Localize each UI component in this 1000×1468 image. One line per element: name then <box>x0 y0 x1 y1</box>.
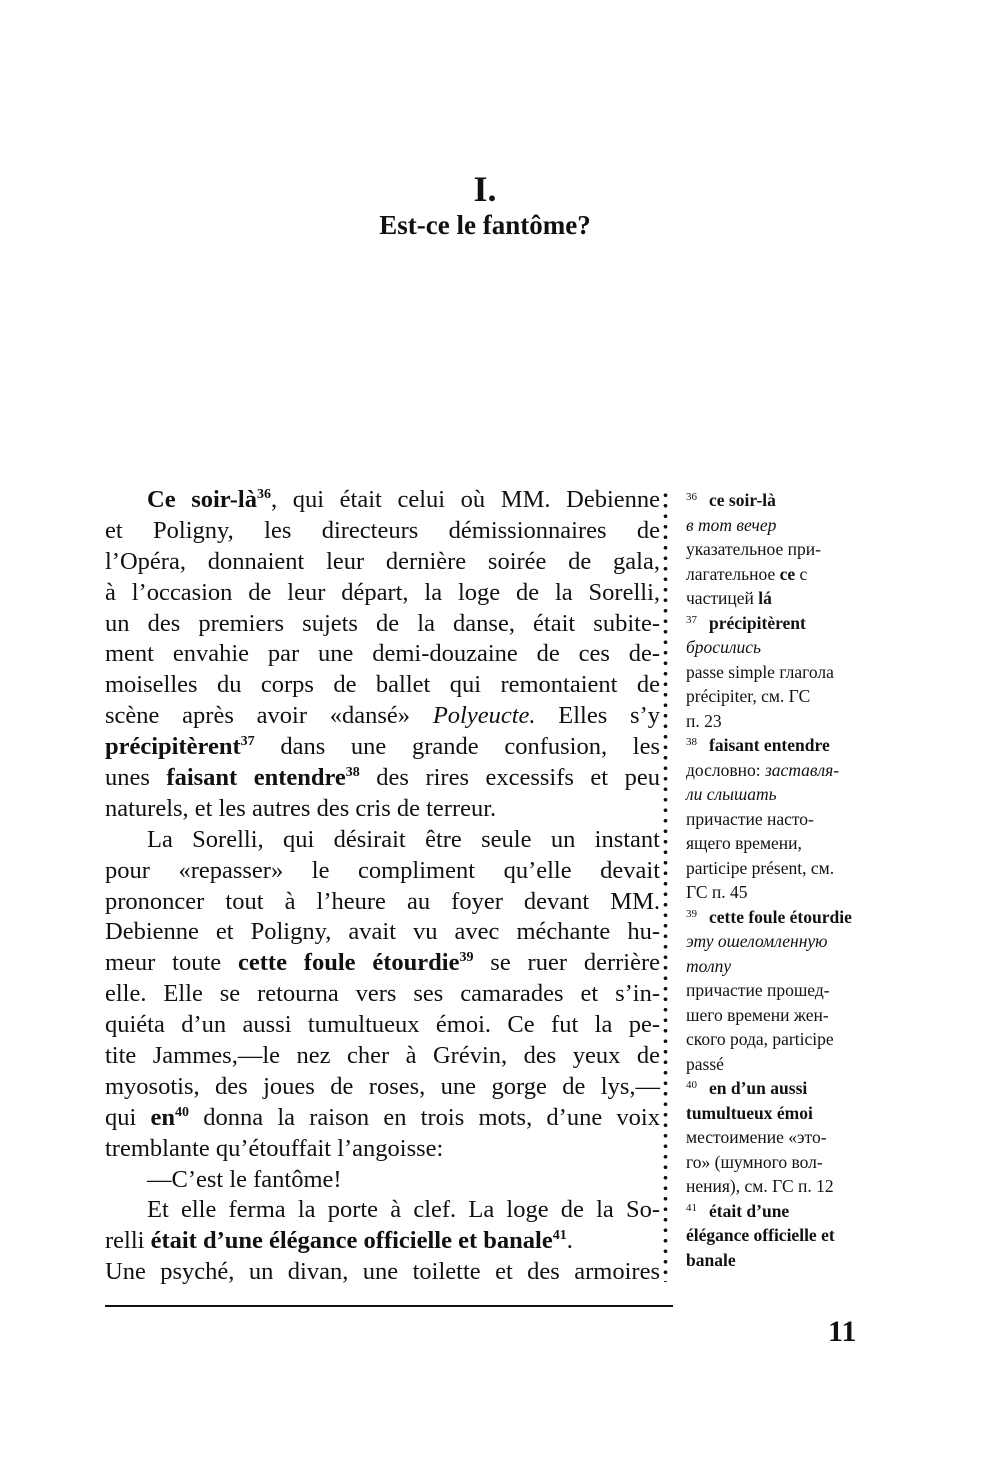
page-number: 11 <box>828 1315 857 1348</box>
note-line <box>686 831 876 856</box>
text-line <box>105 856 660 887</box>
note-number: 37 <box>686 613 697 626</box>
text-span: tite Jammes,—le nez cher à Grévin, des yeux de <box>105 1042 660 1070</box>
note-text: en d’un aussi <box>709 1078 808 1098</box>
text-span: donna la raison en trois mots, d’une voix <box>189 1103 660 1131</box>
text-span: quiéta d’un aussi tumultueux émoi. Ce fut la pe- <box>105 1011 660 1039</box>
note-text: ящего времени, <box>686 833 802 853</box>
text-span: ment envahie par une demi-douzaine de ces de- <box>105 640 660 668</box>
text-span: Une psyché, un divan, une toilette et des armoires <box>105 1258 660 1286</box>
text-span: à l’occasion de leur départ, la loge de la Sorelli, <box>105 578 660 606</box>
note-text: passe simple глагола <box>686 661 834 682</box>
note-line <box>686 1125 876 1150</box>
text-line <box>105 1072 660 1103</box>
text-line <box>105 670 660 701</box>
text-line <box>105 1165 660 1196</box>
note-line <box>686 513 876 538</box>
text-span: un des premiers sujets de la danse, était subite- <box>105 609 660 637</box>
text-span: Et elle ferma la porte à clef. La loge de la So- <box>147 1196 660 1224</box>
text-span: Polyeucte. <box>432 702 536 730</box>
glossed-term: Ce soir-là <box>147 486 257 513</box>
text-span: naturels, et les autres des cris de terreur. <box>105 794 497 822</box>
note-line <box>686 880 876 905</box>
note-line <box>686 905 876 930</box>
text-span: pour «repasser» le compliment qu’elle devait <box>105 856 660 884</box>
text-line <box>105 1103 660 1134</box>
chapter-title: Est-ce le fantôme? <box>379 210 591 240</box>
text-line <box>105 1226 660 1257</box>
note-text: ГС п. 45 <box>686 882 748 902</box>
note-text: cette foule étourdie <box>709 906 852 927</box>
note-line <box>686 488 876 513</box>
note-text: ce <box>779 563 796 584</box>
note-text: частицей <box>686 588 759 608</box>
text-line <box>105 825 660 856</box>
glossed-term: précipitèrent <box>105 733 241 761</box>
text-line <box>105 887 660 918</box>
note-line <box>686 782 876 807</box>
note-line <box>686 807 876 832</box>
text-line <box>105 609 660 640</box>
text-span: dans une grande confusion, les <box>254 733 660 761</box>
text-span: La Sorelli, qui désirait être seule un instant <box>147 825 660 853</box>
glossed-term: faisant entendre <box>166 764 346 792</box>
text-line <box>105 1134 660 1165</box>
note-number: 40 <box>686 1079 697 1091</box>
text-line <box>105 547 660 578</box>
text-line <box>105 1010 660 1041</box>
text-span: relli <box>105 1227 151 1255</box>
note-text: п. 23 <box>686 710 722 731</box>
note-line <box>686 929 876 954</box>
note-line <box>686 1199 876 1224</box>
note-text: participe présent, см. <box>686 857 835 878</box>
note-text: tumultueux émoi <box>686 1102 813 1123</box>
footnote-ref: 39 <box>459 950 474 966</box>
text-line <box>105 1195 660 1226</box>
note-line <box>686 978 876 1003</box>
text-span: moiselles du corps de ballet qui remontaient de <box>105 671 660 699</box>
note-text: заставля- <box>764 759 840 780</box>
note-text: lá <box>758 588 772 608</box>
note-text: бросились <box>686 637 761 657</box>
note-text: эту ошеломленную <box>686 931 828 951</box>
note-text: причастие насто- <box>686 808 814 829</box>
note-text: précipitèrent <box>709 612 806 633</box>
note-line <box>686 586 876 611</box>
note-line <box>686 758 876 783</box>
note-line <box>686 1027 876 1052</box>
text-span: meur toute <box>105 949 239 977</box>
text-span: Debienne et Poligny, avait vu avec méchante hu- <box>105 918 660 946</box>
note-text: шего времени жен- <box>686 1004 829 1025</box>
text-span: scène après avoir «dansé» <box>105 702 433 730</box>
note-line <box>686 1101 876 1126</box>
text-line <box>105 1257 660 1288</box>
footnote-ref: 41 <box>552 1228 567 1244</box>
note-number: 39 <box>686 907 697 920</box>
note-text: причастие прошед- <box>686 980 830 1000</box>
glossed-term: cette foule étourdie <box>238 949 460 977</box>
note-line <box>686 1003 876 1028</box>
note-line <box>686 1174 876 1199</box>
note-text: указательное при- <box>686 539 821 559</box>
text-line <box>105 578 660 609</box>
text-span: tremblante qu’étouffait l’angoisse: <box>105 1134 444 1162</box>
note-number: 36 <box>686 491 697 503</box>
note-text: banale <box>686 1249 736 1270</box>
text-span: des rires excessifs et peu <box>359 764 660 792</box>
note-text: élégance officielle et <box>686 1225 835 1245</box>
note-line <box>686 1052 876 1077</box>
text-span: et Poligny, les directeurs démissionnaires de <box>105 516 660 544</box>
note-text: ce soir-là <box>709 490 776 510</box>
text-span: Elles s’y <box>535 702 660 730</box>
note-line <box>686 954 876 979</box>
text-line <box>105 701 660 732</box>
text-line <box>105 979 660 1010</box>
note-line <box>686 856 876 881</box>
note-text: в тот вечер <box>686 514 777 535</box>
note-text: го» (шумного вол- <box>686 1151 823 1172</box>
note-line <box>686 1150 876 1175</box>
note-line <box>686 660 876 685</box>
dotted-divider <box>663 490 668 1282</box>
note-text: faisant entendre <box>709 735 830 755</box>
note-line <box>686 1223 876 1248</box>
text-span: l’Opéra, donnaient leur dernière soirée de gala, <box>105 547 660 575</box>
note-line <box>686 733 876 758</box>
text-span: —C’est le fantôme! <box>147 1165 342 1193</box>
note-text: толпу <box>686 955 732 976</box>
note-text: ли слышать <box>686 784 777 804</box>
footnote-ref: 38 <box>345 765 360 781</box>
note-number: 38 <box>686 736 697 748</box>
note-number: 41 <box>686 1201 697 1214</box>
note-line <box>686 611 876 636</box>
text-line <box>105 1041 660 1072</box>
note-line <box>686 562 876 587</box>
note-text: нения), см. ГС п. 12 <box>686 1176 834 1196</box>
text-span: . <box>566 1227 573 1255</box>
note-text: ского рода, participe <box>686 1029 834 1049</box>
footer-rule <box>105 1305 673 1307</box>
text-span: unes <box>105 764 167 792</box>
text-span: elle. Elle se retourna vers ses camarades et s’in- <box>105 980 660 1008</box>
text-line <box>105 948 660 979</box>
text-line <box>105 639 660 670</box>
text-span: , qui était celui où MM. Debienne <box>270 486 660 513</box>
note-line <box>686 709 876 734</box>
text-line <box>105 732 660 763</box>
text-span: myosotis, des joues de roses, une gorge de lys,— <box>105 1072 660 1100</box>
main-text <box>105 485 660 1288</box>
text-line <box>105 516 660 547</box>
footnote-ref: 36 <box>256 487 271 502</box>
note-line <box>686 1248 876 1273</box>
note-line <box>686 635 876 660</box>
note-text: passé <box>686 1053 724 1074</box>
text-line <box>105 485 660 516</box>
margin-notes <box>686 488 876 1272</box>
note-line <box>686 537 876 562</box>
footnote-ref: 37 <box>240 734 255 750</box>
note-line <box>686 684 876 709</box>
text-line <box>105 917 660 948</box>
text-span: qui <box>105 1103 151 1131</box>
text-span: se ruer derrière <box>473 949 660 977</box>
glossed-term: était d’une élégance officielle et banale <box>150 1227 553 1255</box>
text-line <box>105 794 660 825</box>
note-text: с <box>795 563 808 584</box>
note-text: était d’une <box>709 1200 790 1221</box>
chapter-number: I. <box>473 169 497 209</box>
note-text: лагательное <box>686 563 780 584</box>
glossed-term: en <box>150 1103 176 1131</box>
text-span: prononcer tout à l’heure au foyer devant MM. <box>105 887 660 915</box>
footnote-ref: 40 <box>175 1104 190 1120</box>
note-text: précipiter, см. ГС <box>686 686 811 706</box>
note-text: местоимение «это- <box>686 1127 827 1147</box>
note-text: дословно: <box>686 759 765 780</box>
text-line <box>105 763 660 794</box>
note-line <box>686 1076 876 1101</box>
